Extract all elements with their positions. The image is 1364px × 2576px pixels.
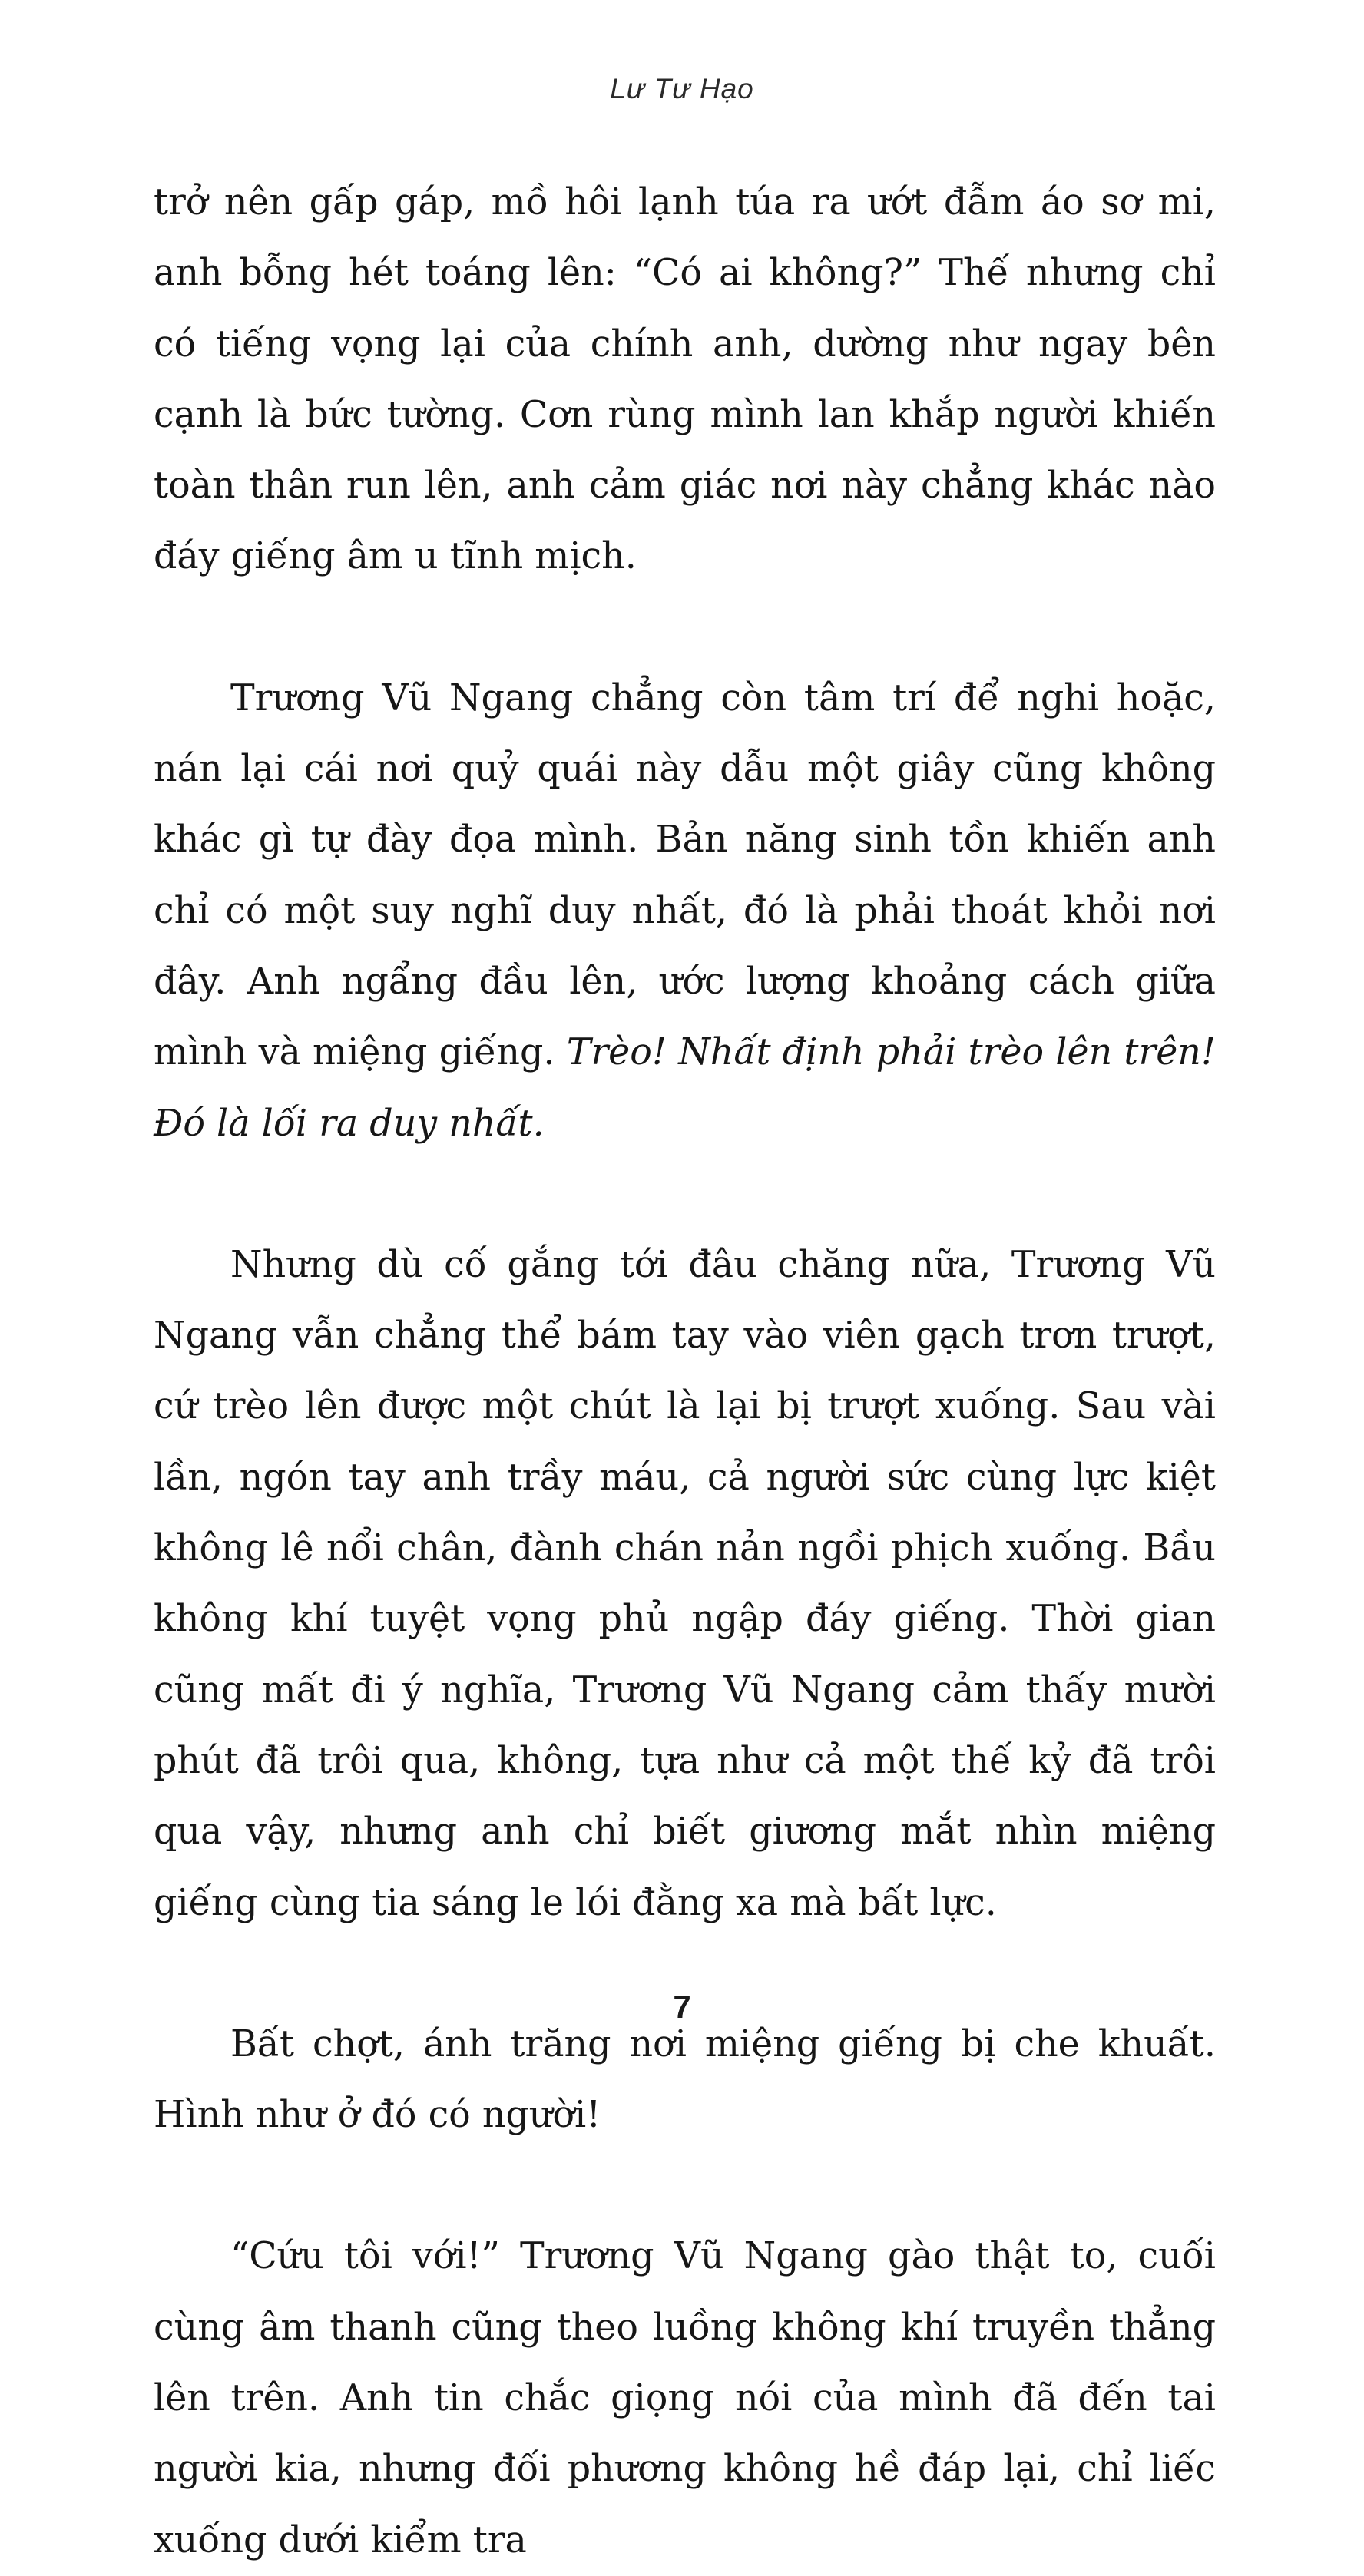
paragraph-2 — [154, 663, 1216, 1159]
body-text — [154, 167, 1216, 2576]
paragraph-4: Bất chợt, ánh trăng nơi miệng giếng bị che khuất. Hình như ở đó có người! — [154, 2022, 1216, 2137]
paragraph-2-italic-thought: Trèo! Nhất định phải trèo lên trên! Đó là lối ra duy nhất. — [154, 1031, 1216, 1145]
page-number: 7 — [673, 1989, 691, 2025]
paragraph-1: trở nên gấp gáp, mồ hôi lạnh túa ra ướt đẫm áo sơ mi, anh bỗng hét toáng lên: “Có ai không?” Thế nhưng chỉ có tiếng vọng lại của chính anh, dường như ngay bên cạnh là bức tường. Cơn rùng mình lan khắp người khiến toàn thân run lên, anh cảm giác nơi này chẳng khác nào đáy giếng âm u tĩnh mịch. — [154, 181, 1216, 578]
running-header-author: Lư Tư Hạo — [610, 73, 754, 104]
paragraph-3: Nhưng dù cố gắng tới đâu chăng nữa, Trương Vũ Ngang vẫn chẳng thể bám tay vào viên gạch trơn trượt, cứ trèo lên được một chút là lại bị trượt xuống. Sau vài lần, ngón tay anh trầy máu, cả người sức cùng lực kiệt không lê nổi chân, đành chán nản ngồi phịch xuống. Bầu không khí tuyệt vọng phủ ngập đáy giếng. Thời gian cũng mất đi ý nghĩa, Trương Vũ Ngang cảm thấy mười phút đã trôi qua, không, tựa như cả một thế kỷ đã trôi qua vậy, nhưng anh chỉ biết giương mắt nhìn miệng giếng cùng tia sáng le lói đằng xa mà bất lực. — [154, 1243, 1216, 1924]
paragraph-2-text: Trương Vũ Ngang chẳng còn tâm trí để nghi hoặc, nán lại cái nơi quỷ quái này dẫu một giây cũng không khác gì tự đày đọa mình. Bản năng sinh tồn khiến anh chỉ có một suy nghĩ duy nhất, đó là phải thoát khỏi nơi đây. Anh ngẩng đầu lên, ước lượng khoảng cách giữa mình và miệng giếng. — [154, 676, 1216, 1074]
paragraph-5: “Cứu tôi với!” Trương Vũ Ngang gào thật to, cuối cùng âm thanh cũng theo luồng không khí truyền thẳng lên trên. Anh tin chắc giọng nói của mình đã đến tai người kia, nhưng đối phương không hề đáp lại, chỉ liếc xuống dưới kiểm tra — [154, 2235, 1216, 2561]
